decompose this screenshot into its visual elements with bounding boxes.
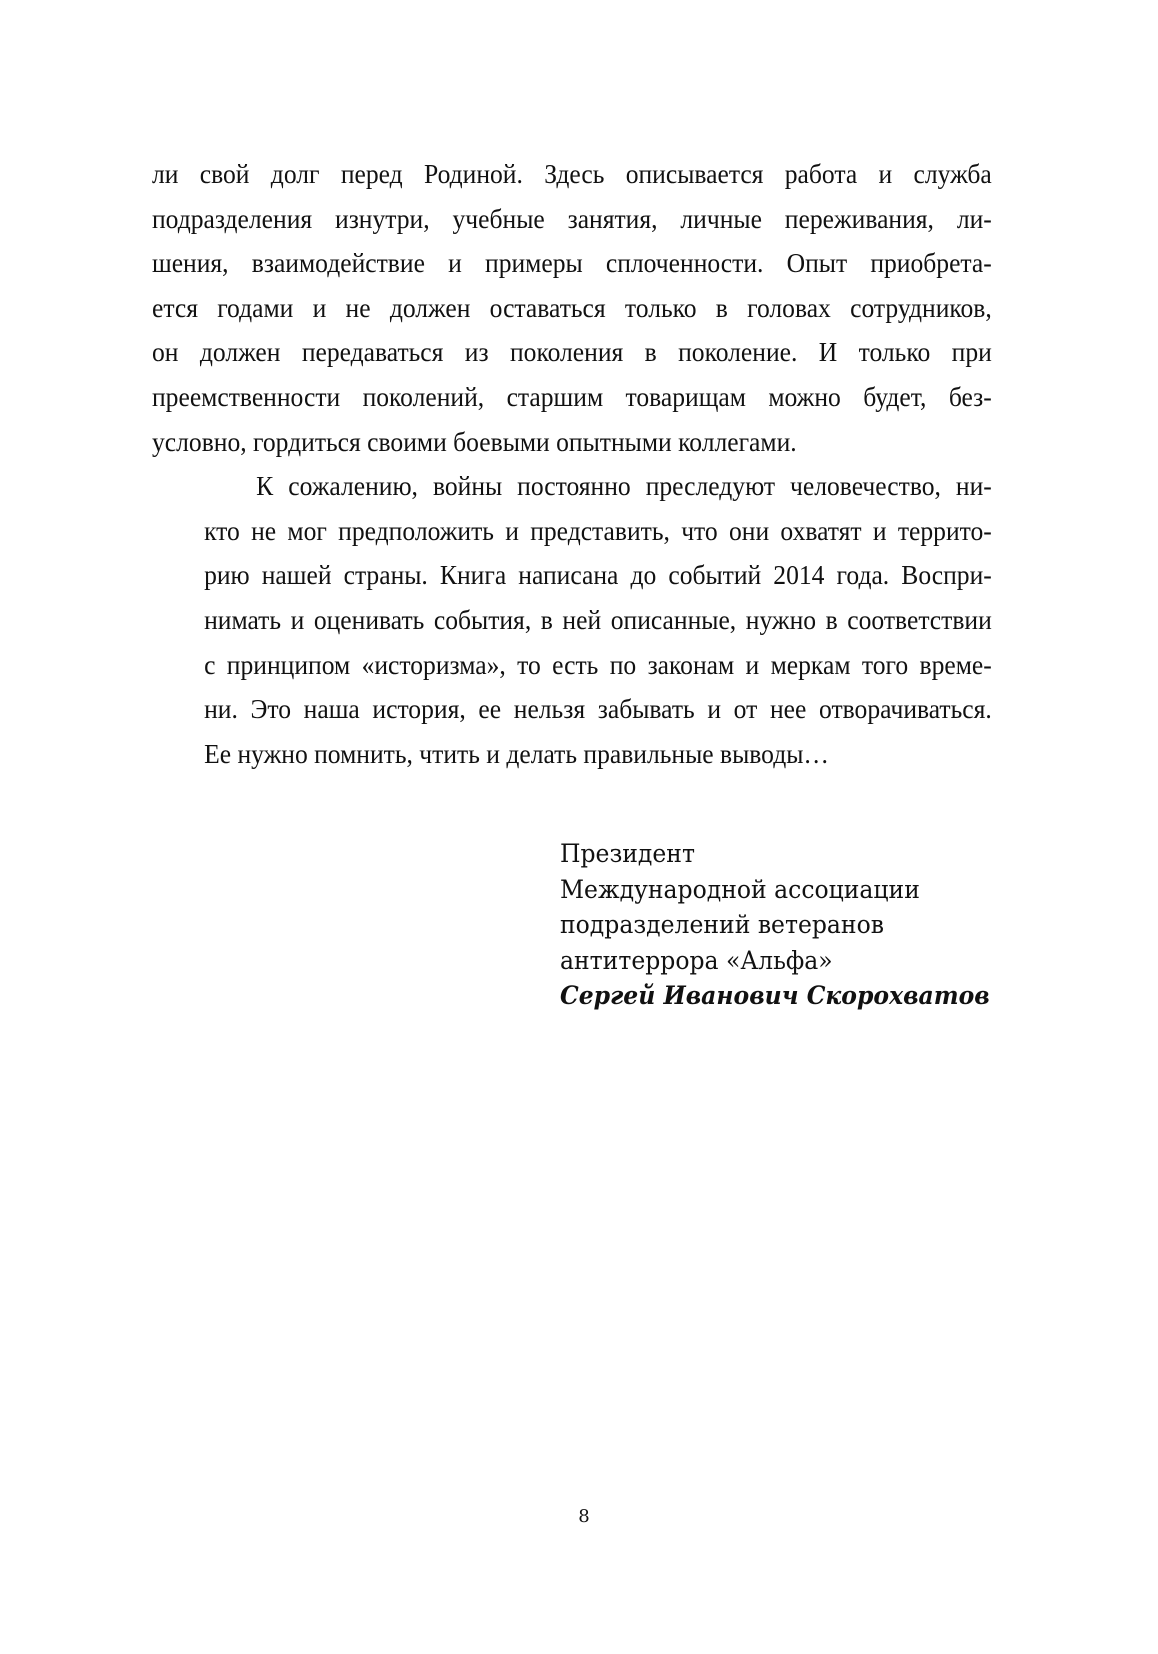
text-line: рию нашей страны. Книга написана до событий 2014 года. Воспри- xyxy=(204,559,992,591)
signature-title: антитеррора «Альфа» xyxy=(560,945,833,975)
text-line: ли свой долг перед Родиной. Здесь описывается работа и служба xyxy=(152,158,992,189)
text-line: с принципом «историзма», то есть по законам и меркам того време- xyxy=(204,648,992,680)
text-line: он должен передаваться из поколения в поколение. И только при xyxy=(152,336,992,368)
text-line: кто не мог предположить и представить, что они охватят и террито- xyxy=(204,514,992,546)
text-line: условно, гордиться своими боевыми опытными коллегами. xyxy=(152,425,797,457)
paragraph-2 xyxy=(152,464,992,776)
text-line: подразделения изнутри, учебные занятия, личные переживания, ли- xyxy=(152,202,992,234)
signature-title: подразделений ветеранов xyxy=(560,910,884,939)
text-line: нимать и оценивать события, в ней описанные, нужно в соответствии xyxy=(204,603,992,635)
text-line: ни. Это наша история, ее нельзя забывать и от нее отворачиваться. xyxy=(204,693,992,725)
paragraph-1 xyxy=(152,152,992,464)
signature-title: Международной ассоциации xyxy=(560,874,920,904)
text-line: Ее нужно помнить, чтить и делать правильные выводы… xyxy=(204,737,829,769)
text-line: шения, взаимодействие и примеры сплоченности. Опыт приобрета- xyxy=(152,247,992,279)
page-number: 8 xyxy=(578,1506,590,1527)
signature-name: Сергей Иванович Скорохватов xyxy=(560,981,990,1010)
text-line: ется годами и не должен оставаться только в головах сотрудников, xyxy=(152,291,992,323)
text-line: К сожалению, войны постоянно преследуют человечество, ни- xyxy=(256,470,992,502)
signature-block xyxy=(560,836,990,1014)
body-text xyxy=(152,152,992,776)
text-line: преемственности поколений, старшим товарищам можно будет, без- xyxy=(152,380,992,412)
signature-title: Президент xyxy=(560,839,695,868)
